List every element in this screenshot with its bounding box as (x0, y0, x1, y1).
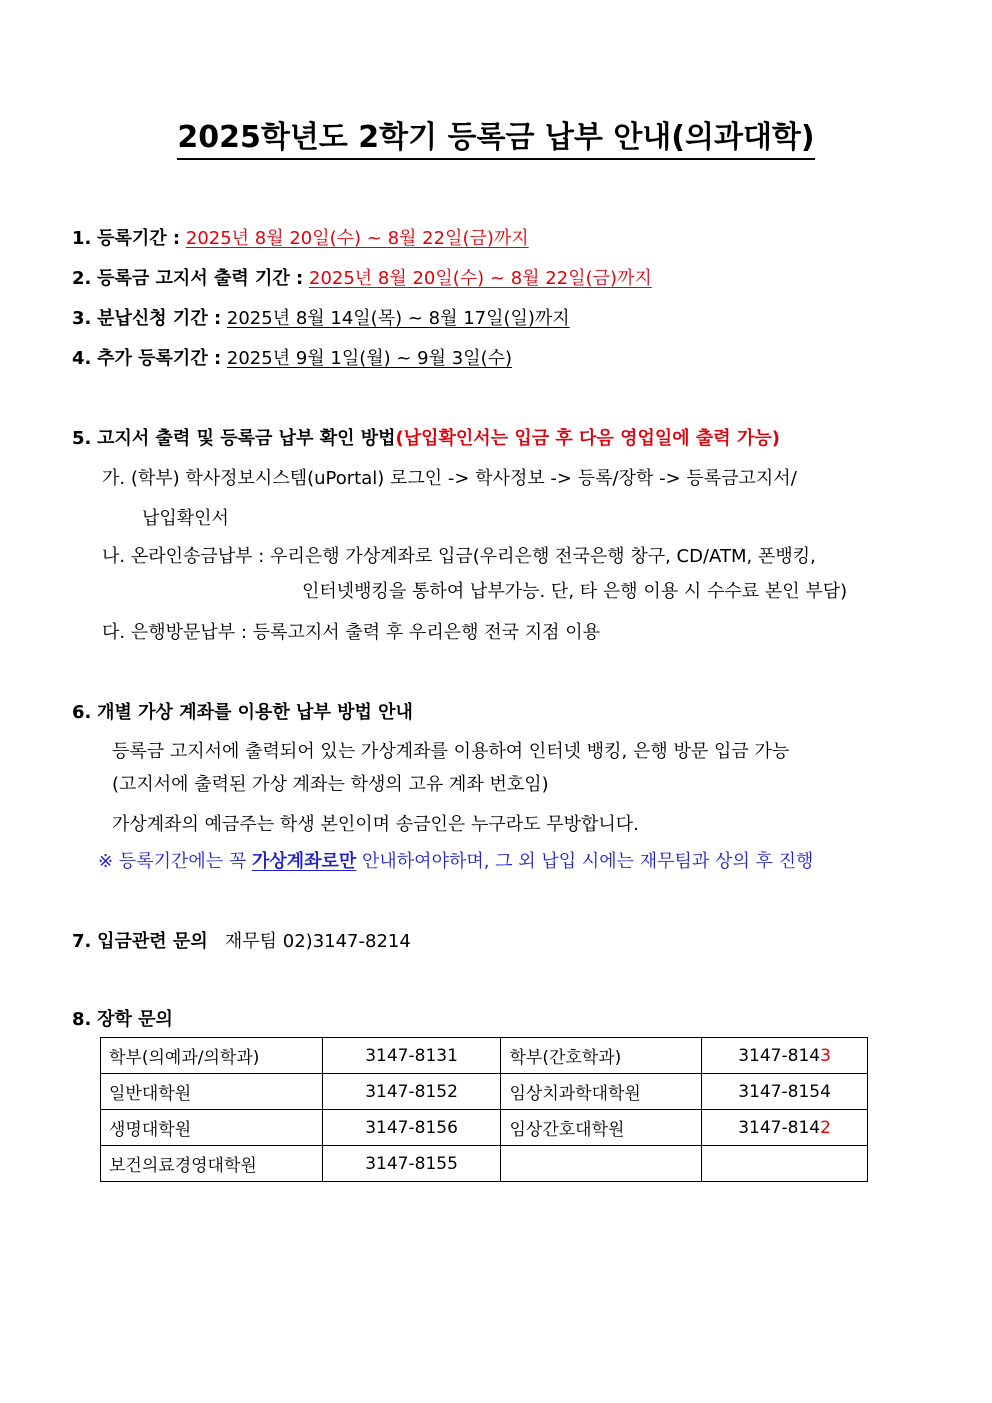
item-additional-period (72, 344, 512, 370)
section5-item-a-cont: 납입확인서 (142, 508, 229, 529)
item-value: 2025년 9월 1일(월) ~ 9월 3일(수) (226, 348, 513, 369)
item-number: 1. (72, 228, 92, 249)
item-label: 분납신청 기간 : (97, 308, 222, 329)
item-label: 등록금 고지서 출력 기간 : (97, 268, 304, 289)
scholarship-contact-table (100, 1037, 868, 1182)
phone-number: 3147-8152 (322, 1074, 501, 1110)
phone-number (702, 1146, 868, 1182)
section7-contact: 7. 입금관련 문의 재무팀 02)3147-8214 (72, 931, 411, 952)
item-installment-period (72, 304, 570, 330)
phone-number: 3147-8155 (322, 1146, 501, 1182)
item-invoice-print-period (72, 264, 652, 290)
section6-line2: (고지서에 출력된 가상 계좌는 학생의 고유 계좌 번호임) (112, 774, 549, 795)
dept-name (501, 1146, 702, 1182)
section6-notice: ※ 등록기간에는 꼭 가상계좌로만 안내하여야하며, 그 외 납입 시에는 재무팀과 상의 후 진행 (98, 851, 814, 872)
phone-number: 3147-8143 (702, 1038, 868, 1074)
section5-item-c: 다. 은행방문납부 : 등록고지서 출력 후 우리은행 전국 지점 이용 (102, 622, 600, 643)
dept-name: 생명대학원 (101, 1110, 323, 1146)
section5-note: (납입확인서는 입금 후 다음 영업일에 출력 가능) (395, 428, 780, 449)
dept-name: 임상치과학대학원 (501, 1074, 702, 1110)
dept-name: 일반대학원 (101, 1074, 323, 1110)
item-value: 2025년 8월 20일(수) ~ 8월 22일(금)까지 (309, 268, 652, 289)
phone-number: 3147-8131 (322, 1038, 501, 1074)
dept-name: 학부(간호학과) (501, 1038, 702, 1074)
section5-item-a: 가. (학부) 학사정보시스템(uPortal) 로그인 -> 학사정보 -> 등록/장학 -> 등록금고지서/ (102, 468, 797, 489)
table-row (101, 1074, 868, 1110)
table-row (101, 1038, 868, 1074)
section6-heading: 6. 개별 가상 계좌를 이용한 납부 방법 안내 (72, 702, 413, 723)
dept-name: 보건의료경영대학원 (101, 1146, 323, 1182)
section6-notice-emphasis: 가상계좌로만 (251, 851, 357, 872)
item-label: 추가 등록기간 : (97, 348, 222, 369)
phone-number: 3147-8154 (702, 1074, 868, 1110)
item-label: 등록기간 : (97, 228, 181, 249)
item-value: 2025년 8월 20일(수) ~ 8월 22일(금)까지 (185, 228, 529, 249)
item-number: 2. (72, 268, 92, 289)
dept-name: 학부(의예과/의학과) (101, 1038, 323, 1074)
section6-line1: 등록금 고지서에 출력되어 있는 가상계좌를 이용하여 인터넷 뱅킹, 은행 방문 입금 가능 (112, 741, 790, 762)
table-row (101, 1110, 868, 1146)
item-number: 4. (72, 348, 92, 369)
section5-item-b: 나. 온라인송금납부 : 우리은행 가상계좌로 입금(우리은행 전국은행 창구, CD/ATM, 폰뱅킹, (102, 546, 816, 567)
item-value: 2025년 8월 14일(목) ~ 8월 17일(일)까지 (226, 308, 570, 329)
item-number: 3. (72, 308, 92, 329)
section8-heading: 8. 장학 문의 (72, 1009, 173, 1030)
section6-line3: 가상계좌의 예금주는 학생 본인이며 송금인은 누구라도 무방합니다. (112, 814, 639, 835)
section5-heading: 5. 고지서 출력 및 등록금 납부 확인 방법(납입확인서는 입금 후 다음 영업일에 출력 가능) (72, 428, 780, 449)
dept-name: 임상간호대학원 (501, 1110, 702, 1146)
phone-number: 3147-8142 (702, 1110, 868, 1146)
section5-item-b-cont: 인터넷뱅킹을 통하여 납부가능. 단, 타 은행 이용 시 수수료 본인 부담) (302, 581, 848, 602)
document-title: 2025학년도 2학기 등록금 납부 안내(의과대학) (0, 112, 992, 156)
item-registration-period (72, 224, 529, 250)
table-row (101, 1146, 868, 1182)
phone-number: 3147-8156 (322, 1110, 501, 1146)
section7-value: 재무팀 02)3147-8214 (224, 931, 411, 952)
